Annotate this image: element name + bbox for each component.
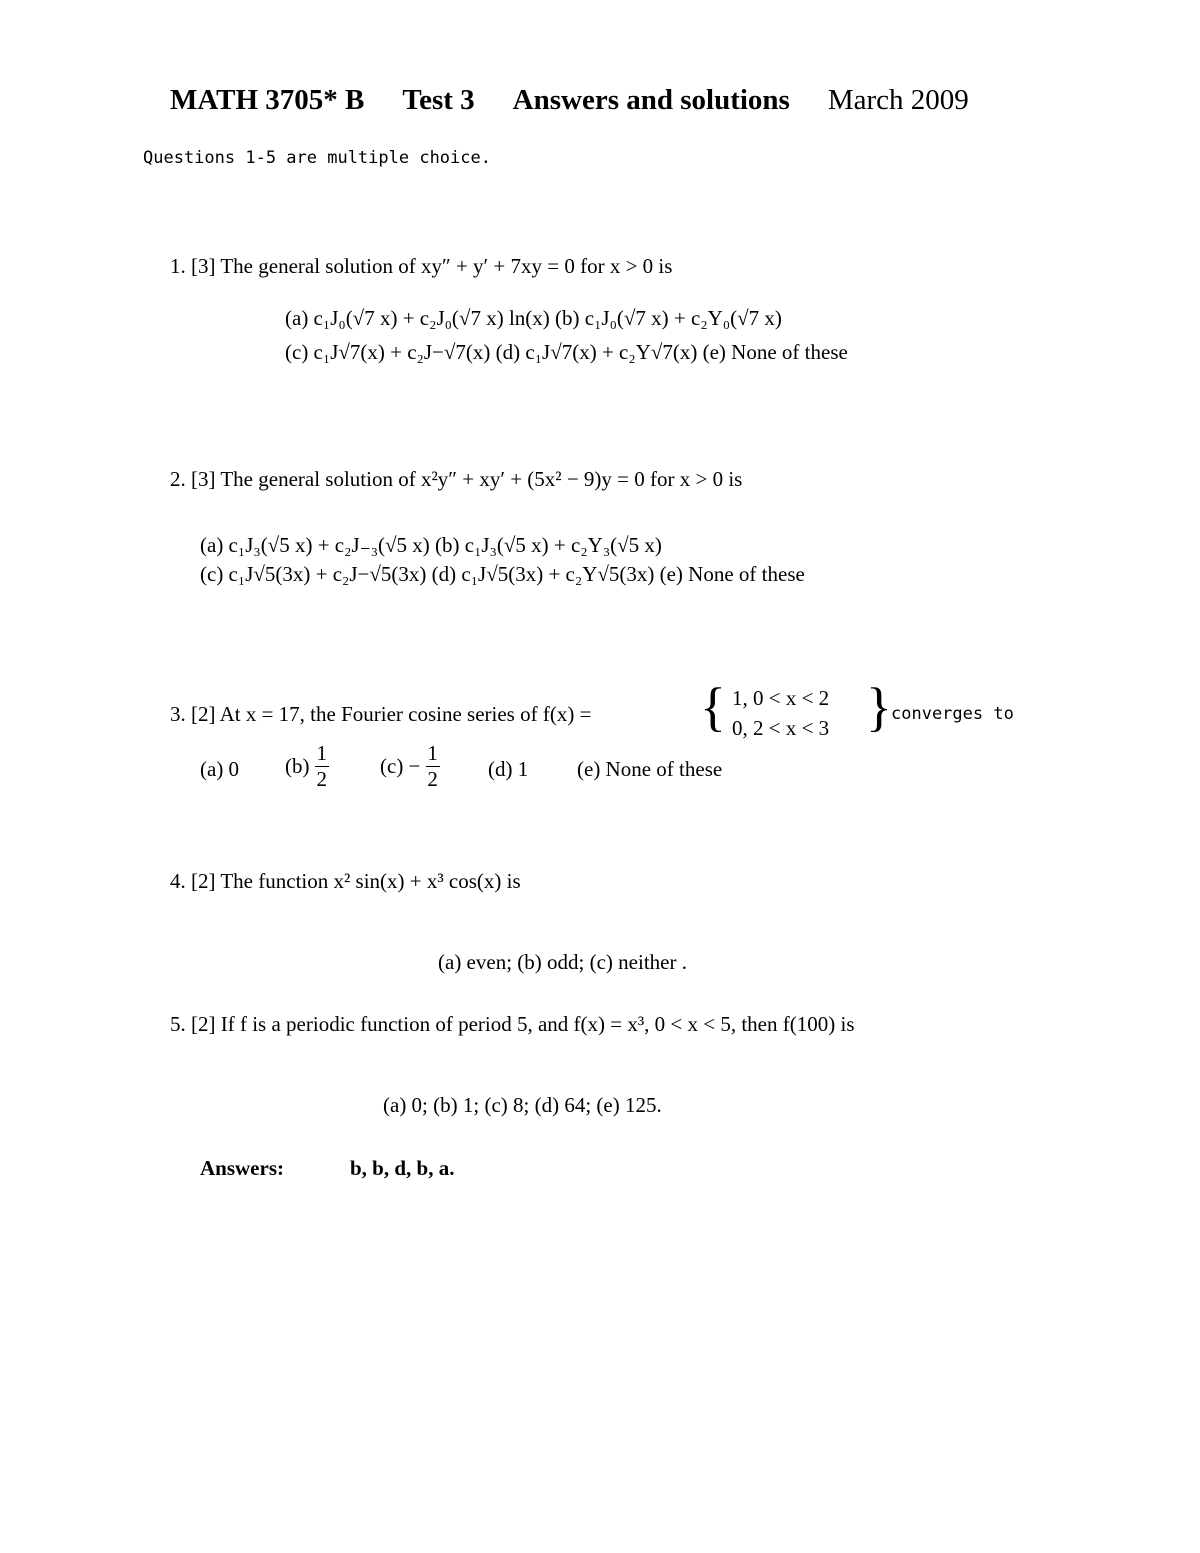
question-5-stem: 5. [2] If f is a periodic function of period 5, and f(x) = x³, 0 < x < 5, then f(100) is bbox=[170, 1012, 855, 1036]
fraction-denominator: 2 bbox=[427, 767, 438, 791]
answers-label: Answers: bbox=[200, 1156, 284, 1180]
question-2-options-row-1: (a) c₁J₃(√5 x) + c₂J₋₃(√5 x) (b) c₁J₃(√5 x) + c₂Y₃(√5 x) bbox=[200, 533, 662, 557]
test-date: March 2009 bbox=[827, 84, 969, 116]
fraction-denominator: 2 bbox=[316, 767, 327, 791]
question-3-stem: 3. [2] At x = 17, the Fourier cosine series of f(x) = bbox=[170, 702, 592, 726]
intro-text: Questions 1-5 are multiple choice. bbox=[143, 148, 491, 168]
question-4-options: (a) even; (b) odd; (c) neither . bbox=[438, 950, 687, 974]
question-4-stem: 4. [2] The function x² sin(x) + x³ cos(x) is bbox=[170, 869, 521, 893]
question-3-option-d: (d) 1 bbox=[488, 757, 529, 781]
course-code: MATH 3705* B bbox=[170, 84, 365, 116]
question-3-tail: converges to bbox=[891, 704, 1014, 724]
question-3-option-b bbox=[285, 743, 329, 790]
question-3-option-c bbox=[380, 743, 440, 790]
question-3-option-a: (a) 0 bbox=[200, 757, 240, 781]
right-brace: } bbox=[866, 677, 892, 737]
answers-values: b, b, d, b, a. bbox=[350, 1156, 455, 1180]
question-2-options-row-2: (c) c₁J√5(3x) + c₂J−√5(3x) (d) c₁J√5(3x) + c₂Y√5(3x) (e) None of these bbox=[200, 562, 805, 586]
piecewise-case-1: 1, 0 < x < 2 bbox=[732, 686, 830, 710]
test-name: Test 3 bbox=[402, 84, 475, 116]
question-5-options: (a) 0; (b) 1; (c) 8; (d) 64; (e) 125. bbox=[383, 1093, 662, 1117]
fraction-numerator: 1 bbox=[316, 741, 327, 765]
option-b-label: (b) bbox=[285, 754, 310, 778]
fraction-minus-one-half bbox=[426, 743, 440, 790]
piecewise-case-2: 0, 2 < x < 3 bbox=[732, 716, 830, 740]
question-1-stem: 1. [3] The general solution of xy″ + y′ + 7xy = 0 for x > 0 is bbox=[170, 254, 673, 278]
document-subtitle: Answers and solutions bbox=[512, 84, 790, 116]
question-3-option-e: (e) None of these bbox=[577, 757, 723, 781]
question-1-options-row-2: (c) c₁J√7(x) + c₂J−√7(x) (d) c₁J√7(x) + c₂Y√7(x) (e) None of these bbox=[285, 340, 848, 364]
question-2-stem: 2. [3] The general solution of x²y″ + xy′ + (5x² − 9)y = 0 for x > 0 is bbox=[170, 467, 743, 491]
fraction-numerator: 1 bbox=[427, 741, 438, 765]
left-brace: { bbox=[700, 677, 726, 737]
page-title bbox=[170, 84, 969, 117]
option-c-label: (c) − bbox=[380, 754, 421, 778]
fraction-one-half bbox=[315, 743, 329, 790]
question-1-options-row-1: (a) c₁J₀(√7 x) + c₂J₀(√7 x) ln(x) (b) c₁J₀(√7 x) + c₂Y₀(√7 x) bbox=[285, 306, 782, 330]
